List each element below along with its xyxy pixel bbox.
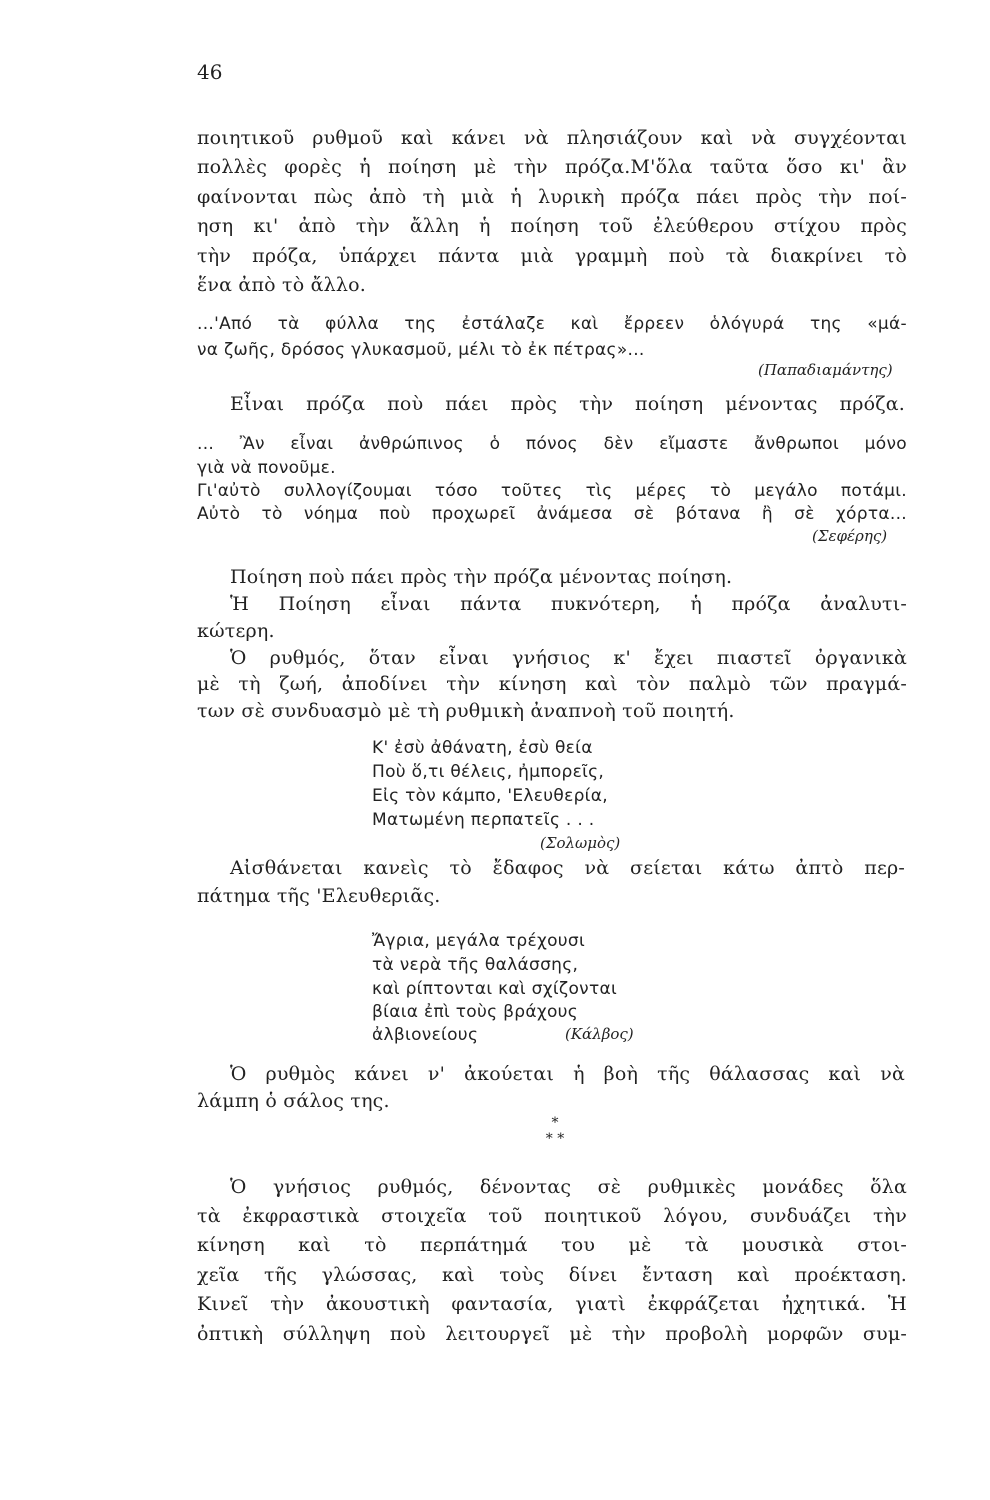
paragraph-1-line-6: ἕνα ἀπὸ τὸ ἄλλο. bbox=[197, 274, 366, 296]
quote-2-line-2: γιὰ νὰ πονοῦμε. bbox=[197, 458, 336, 478]
paragraph-6-line-6: ὀπτικὴ σύλληψη ποὺ λειτουργεῖ μὲ τὴν προβολὴ μορφῶν συμ- bbox=[197, 1323, 907, 1345]
paragraph-3-line-4: Ὁ ρυθμός, ὅταν εἶναι γνήσιος κ' ἔχει πιαστεῖ ὀργανικὰ bbox=[230, 647, 907, 669]
quote-1-line-1: ...'Από τὰ φύλλα της ἐστάλαζε καὶ ἔρρεεν ὁλόγυρά της «μά- bbox=[197, 314, 907, 334]
poem-2-line-1: Ἄγρια, μεγάλα τρέχουσι bbox=[372, 931, 586, 951]
poem-2-line-3: καὶ ρίπτονται καὶ σχίζονται bbox=[372, 979, 618, 999]
paragraph-3-line-3: κώτερη. bbox=[197, 620, 275, 642]
paragraph-5-line-1: Ὁ ρυθμὸς κάνει ν' ἀκούεται ἡ βοὴ τῆς θάλασσας καὶ νὰ bbox=[230, 1063, 905, 1085]
poem-2-line-2: τὰ νερὰ τῆς θαλάσσης, bbox=[372, 955, 579, 975]
quote-2-line-1: ... Ἂν εἶναι ἀνθρώπινος ὁ πόνος δὲν εἴμαστε ἄνθρωποι μόνο bbox=[197, 434, 907, 454]
poem-2-author: (Κάλβος) bbox=[565, 1025, 634, 1043]
paragraph-3-line-6: των σὲ συνδυασμὸ μὲ τὴ ρυθμικὴ ἀναπνοὴ τοῦ ποιητή. bbox=[197, 700, 735, 722]
paragraph-3-line-5: μὲ τὴ ζωή, ἀποδίνει τὴν κίνηση καὶ τὸν παλμὸ τῶν πραγμά- bbox=[197, 673, 907, 695]
paragraph-1-line-3: φαίνονται πὼς ἀπὸ τὴ μιὰ ἡ λυρικὴ πρόζα πάει πρὸς τὴν ποί- bbox=[197, 186, 907, 208]
page-number: 46 bbox=[197, 60, 223, 84]
poem-1-line-3: Εἰς τὸν κάμπο, 'Ελευθερία, bbox=[372, 786, 608, 806]
paragraph-5-line-2: λάμπη ὁ σάλος της. bbox=[197, 1090, 390, 1112]
poem-1-line-1: Κ' ἐσὺ ἀθάνατη, ἐσὺ θεία bbox=[372, 738, 593, 758]
paragraph-1-line-2: πολλὲς φορὲς ἡ ποίηση μὲ τὴν πρόζα.Μ'ὅλα ταῦτα ὅσο κι' ἂν bbox=[197, 156, 907, 178]
poem-2-line-5: ἀλβιονείους bbox=[372, 1025, 479, 1045]
paragraph-6-line-3: κίνηση καὶ τὸ περπάτημά του μὲ τὰ μουσικὰ στοι- bbox=[197, 1234, 907, 1256]
quote-2-line-4: Αὐτὸ τὸ νόημα ποὺ προχωρεῖ ἀνάμεσα σὲ βότανα ἢ σὲ χόρτα... bbox=[197, 504, 907, 524]
quote-1-line-2: να ζωῆς, δρόσος γλυκασμοῦ, μέλι τὸ ἐκ πέτρας»... bbox=[197, 340, 645, 360]
paragraph-3-line-1: Ποίηση ποὺ πάει πρὸς τὴν πρόζα μένοντας ποίηση. bbox=[230, 566, 733, 588]
quote-2-line-3: Γι'αὐτὸ συλλογίζουμαι τόσο τοῦτες τὶς μέρες τὸ μεγάλο ποτάμι. bbox=[197, 481, 907, 501]
quote-1-author: (Παπαδιαμάντης) bbox=[758, 361, 893, 379]
paragraph-4-line-2: πάτημα τῆς 'Ελευθεριᾶς. bbox=[197, 885, 441, 907]
poem-2-line-4: βίαια ἐπὶ τοὺς βράχους bbox=[372, 1002, 579, 1022]
poem-1-author: (Σολωμὸς) bbox=[540, 834, 621, 852]
paragraph-1-line-5: τὴν πρόζα, ὑπάρχει πάντα μιὰ γραμμὴ ποὺ τὰ διακρίνει τὸ bbox=[197, 245, 907, 267]
paragraph-4-line-1: Αἰσθάνεται κανεὶς τὸ ἔδαφος νὰ σείεται κάτω ἀπτὸ περ- bbox=[230, 857, 905, 879]
paragraph-6-line-5: Κινεῖ τὴν ἀκουστικὴ φαντασία, γιατὶ ἐκφράζεται ἠχητικά. Ἡ bbox=[197, 1293, 907, 1315]
paragraph-1-line-4: ηση κι' ἀπὸ τὴν ἄλλη ἡ ποίηση τοῦ ἐλεύθερου στίχου πρὸς bbox=[197, 215, 907, 237]
paragraph-6-line-4: χεῖα τῆς γλώσσας, καὶ τοὺς δίνει ἔνταση καὶ προέκταση. bbox=[197, 1264, 907, 1286]
statement-prose-to-poetry: Εἶναι πρόζα ποὺ πάει πρὸς τὴν ποίηση μένοντας πρόζα. bbox=[230, 393, 905, 415]
paragraph-3-line-2: Ἡ Ποίηση εἶναι πάντα πυκνότερη, ἡ πρόζα ἀναλυτι- bbox=[230, 593, 907, 615]
section-separator: * * * bbox=[545, 1115, 565, 1147]
quote-2-author: (Σεφέρης) bbox=[812, 527, 888, 545]
poem-1-line-2: Ποὺ ὅ,τι θέλεις, ἠμπορεῖς, bbox=[372, 762, 605, 782]
poem-1-line-4: Ματωμένη περπατεῖς . . . bbox=[372, 810, 595, 830]
paragraph-1-line-1: ποιητικοῦ ρυθμοῦ καὶ κάνει νὰ πλησιάζουν καὶ νὰ συγχέονται bbox=[197, 127, 907, 149]
paragraph-6-line-2: τὰ ἐκφραστικὰ στοιχεῖα τοῦ ποιητικοῦ λόγου, συνδυάζει τὴν bbox=[197, 1205, 907, 1227]
paragraph-6-line-1: Ὁ γνήσιος ρυθμός, δένοντας σὲ ρυθμικὲς μονάδες ὅλα bbox=[230, 1176, 907, 1198]
